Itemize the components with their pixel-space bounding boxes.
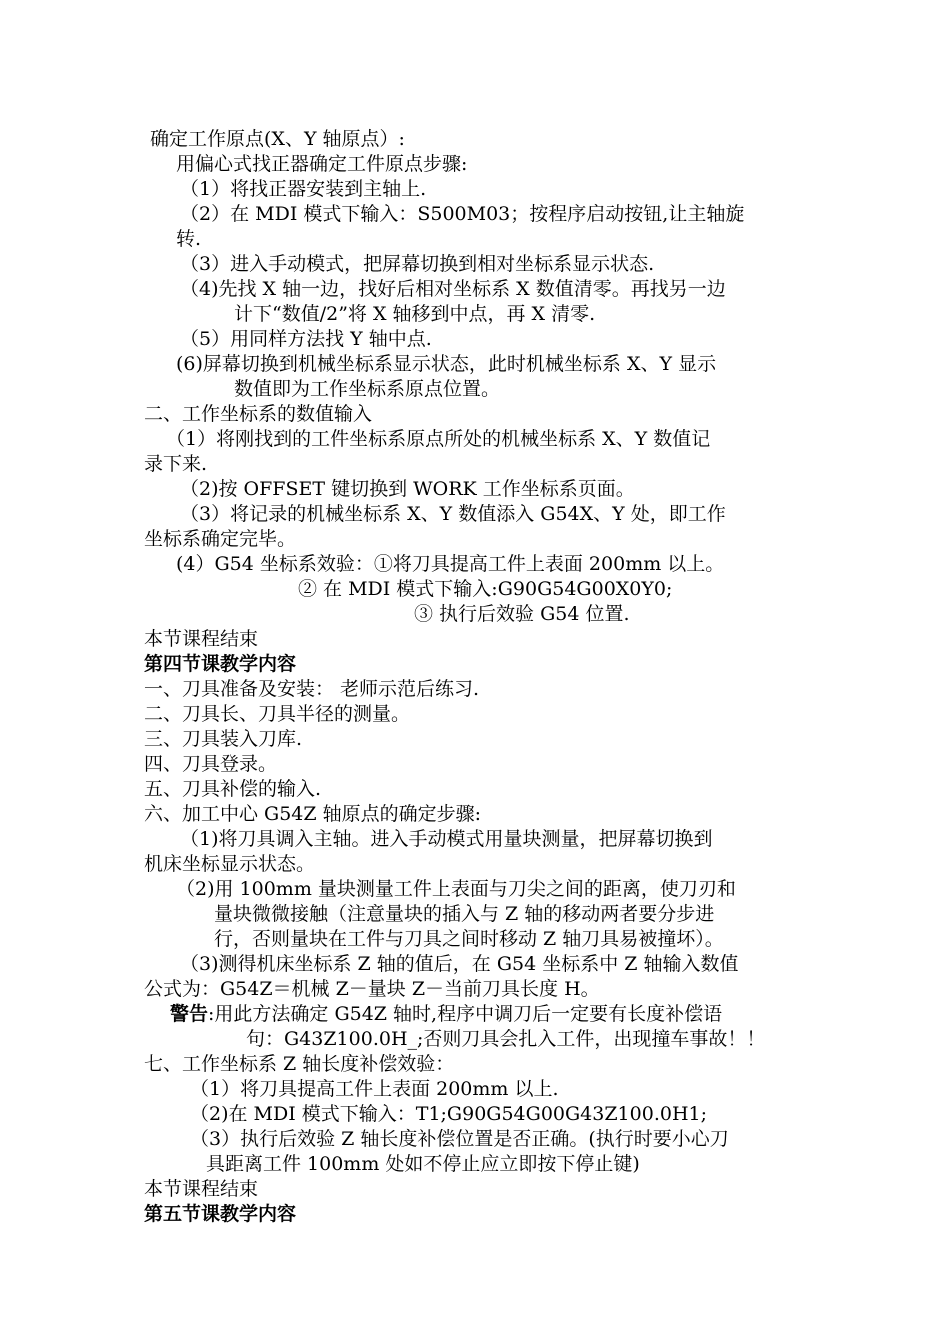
list-item: 二、刀具长、刀具半径的测量。 <box>144 703 411 725</box>
text-line: 行，否则量块在工件与刀具之间时移动 Z 轴刀具易被撞坏）。 <box>214 928 724 950</box>
text-line: 转. <box>176 228 202 250</box>
text-line: 公式为：G54Z＝机械 Z－量块 Z－当前刀具长度 H。 <box>144 978 600 1000</box>
list-item: 三、刀具装入刀库. <box>144 728 303 750</box>
text-line: ② 在 MDI 模式下输入:G90G54G00X0Y0; <box>298 578 673 600</box>
section-heading: 二、工作坐标系的数值输入 <box>144 403 373 425</box>
warning-line <box>170 1002 722 1026</box>
text-line: 坐标系确定完毕。 <box>144 528 297 550</box>
text-line: （3）将记录的机械坐标系 X、Y 数值添入 G54X、Y 处，即工作 <box>180 503 726 525</box>
text-line: 机床坐标显示状态。 <box>144 853 316 875</box>
text-line: 用偏心式找正器确定工件原点步骤: <box>176 153 468 175</box>
text-line: （3）执行后效验 Z 轴长度补偿位置是否正确。(执行时要小心刀 <box>190 1128 729 1150</box>
heading-origin: 确定工作原点(X、Y 轴原点）: <box>150 128 405 150</box>
warning-text: :用此方法确定 G54Z 轴时,程序中调刀后一定要有长度补偿语 <box>208 1003 723 1025</box>
text-line: 量块微微接触（注意量块的插入与 Z 轴的移动两者要分步进 <box>214 903 715 925</box>
text-line: （1）将找正器安装到主轴上. <box>180 178 427 200</box>
text-line: （3）进入手动模式，把屏幕切换到相对坐标系显示状态. <box>180 253 655 275</box>
text-line: 录下来. <box>144 453 208 475</box>
lesson-end: 本节课程结束 <box>144 628 259 650</box>
list-item: 七、工作坐标系 Z 轴长度补偿效验： <box>144 1053 455 1075</box>
list-item: 五、刀具补偿的输入. <box>144 778 322 800</box>
text-line: 计下“数值/2”将 X 轴移到中点，再 X 清零. <box>234 303 596 325</box>
text-line: （2)按 OFFSET 键切换到 WORK 工作坐标系页面。 <box>180 478 635 500</box>
text-line: （2)用 100mm 量块测量工件上表面与刀尖之间的距离，使刀刃和 <box>176 878 736 900</box>
warning-label: 警告 <box>170 1003 209 1025</box>
lesson-end: 本节课程结束 <box>144 1178 259 1200</box>
text-line: （1）将刚找到的工件坐标系原点所处的机械坐标系 X、Y 数值记 <box>166 428 711 450</box>
text-line: 数值即为工作坐标系原点位置。 <box>234 378 501 400</box>
list-item: 四、刀具登录。 <box>144 753 278 775</box>
text-line: 具距离工件 100mm 处如不停止应立即按下停止键) <box>206 1153 640 1175</box>
text-line: （3)测得机床坐标系 Z 轴的值后，在 G54 坐标系中 Z 轴输入数值 <box>180 953 739 975</box>
text-line: (6)屏幕切换到机械坐标系显示状态，此时机械坐标系 X、Y 显示 <box>176 353 717 375</box>
list-item: 六、加工中心 G54Z 轴原点的确定步骤: <box>144 803 482 825</box>
text-line: (4）G54 坐标系效验：①将刀具提高工件上表面 200mm 以上。 <box>176 553 725 575</box>
text-line: （1）将刀具提高工件上表面 200mm 以上. <box>190 1078 559 1100</box>
lesson-heading: 第四节课教学内容 <box>144 653 297 675</box>
text-line: 句：G43Z100.0H_;否则刀具会扎入工件，出现撞车事故！！ <box>246 1028 766 1050</box>
text-line: ③ 执行后效验 G54 位置. <box>414 603 630 625</box>
text-line: （5）用同样方法找 Y 轴中点. <box>180 328 432 350</box>
text-line: （2）在 MDI 模式下输入：S500M03；按程序启动按钮,让主轴旋 <box>180 203 745 225</box>
text-line: （2)在 MDI 模式下输入：T1;G90G54G00G43Z100.0H1; <box>190 1103 708 1125</box>
lesson-heading: 第五节课教学内容 <box>144 1203 297 1225</box>
text-line: （4)先找 X 轴一边，找好后相对坐标系 X 数值清零。再找另一边 <box>180 278 726 300</box>
list-item: 一、刀具准备及安装： 老师示范后练习. <box>144 678 480 700</box>
text-line: （1)将刀具调入主轴。进入手动模式用量块测量，把屏幕切换到 <box>180 828 713 850</box>
